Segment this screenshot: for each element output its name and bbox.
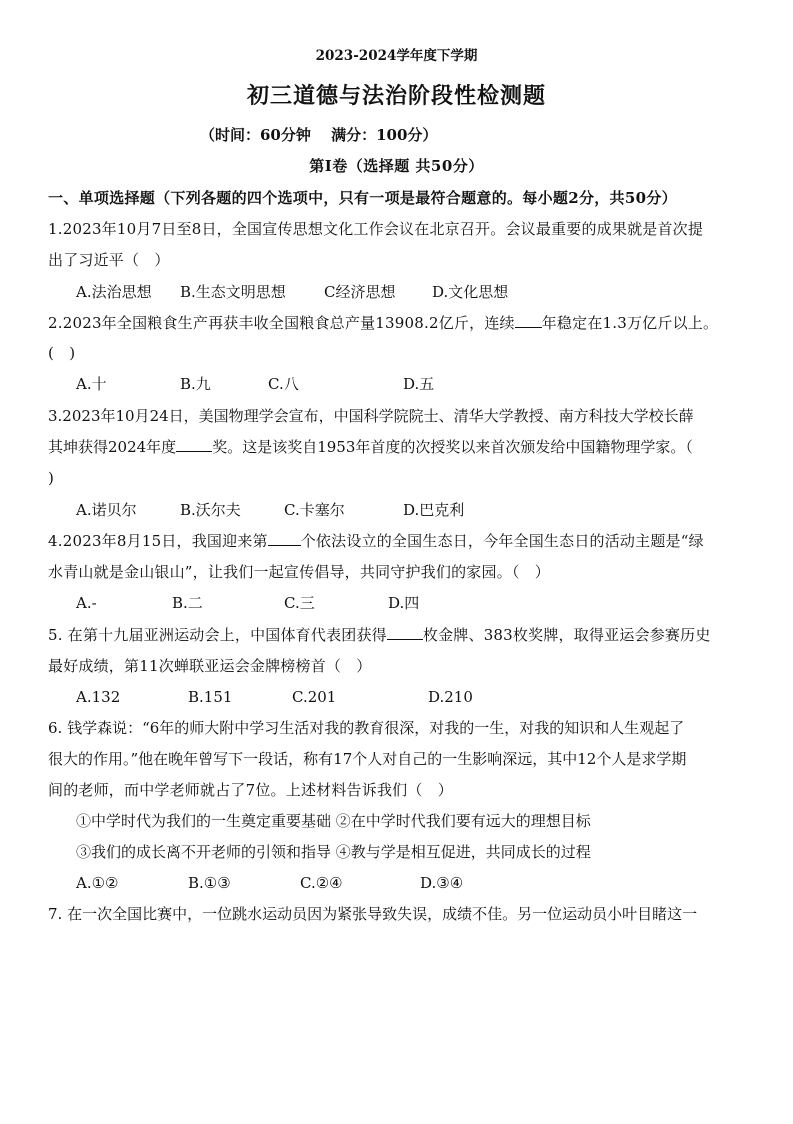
q5-text-a: 5. 在第十九届亚洲运动会上，中国体育代表团获得 bbox=[48, 626, 387, 644]
question-4-line-2: 水青山就是金山银山”，让我们一起宣传倡导，共同守护我们的家园。（ ） bbox=[48, 563, 550, 581]
q3-option-d: D.巴克利 bbox=[403, 501, 465, 519]
q1-option-d: D.文化思想 bbox=[432, 283, 509, 301]
answer-blank bbox=[387, 625, 423, 640]
q1-option-b: B.生态文明思想 bbox=[180, 283, 286, 301]
question-6-line-3: 间的老师，而中学老师就占了7位。上述材料告诉我们（ ） bbox=[48, 781, 453, 799]
question-2-line-1 bbox=[48, 313, 718, 333]
question-6-line-2: 很大的作用。”他在晚年曾写下一段话，称有17个人对自己的一生影响深远，其中12个人是求学期 bbox=[48, 750, 687, 768]
q3-text-a: 其坤获得2024年度 bbox=[48, 438, 177, 456]
question-3-line-3: ) bbox=[48, 469, 55, 487]
question-7-line-1: 7. 在一次全国比赛中，一位跳水运动员因为紧张导致失误，成绩不佳。另一位运动员小叶目睹这一 bbox=[48, 905, 698, 923]
q6-option-c: C.②④ bbox=[300, 874, 343, 892]
q2-option-b: B.九 bbox=[180, 375, 211, 393]
section-heading: 一、单项选择题（下列各题的四个选项中，只有一项是最符合题意的。每小题2分，共50分） bbox=[48, 189, 677, 207]
question-6-line-1: 6. 钱学森说：“6年的师大附中学习生活对我的教育很深，对我的一生，对我的知识和人生观起了 bbox=[48, 719, 685, 737]
question-5-line-1 bbox=[48, 625, 711, 645]
q5-text-b: 枚金牌、383枚奖牌，取得亚运会参赛历史 bbox=[422, 626, 711, 644]
q1-option-c: C经济思想 bbox=[324, 283, 396, 301]
question-2-line-2: ( ) bbox=[48, 344, 76, 362]
q6-statements-1: ①中学时代为我们的一生奠定重要基础 ②在中学时代我们要有远大的理想目标 bbox=[76, 812, 591, 830]
q4-text-b: 个依法设立的全国生态日，今年全国生态日的活动主题是“绿 bbox=[300, 532, 704, 550]
exam-meta: （时间：60分钟 满分：100分） bbox=[200, 126, 438, 144]
question-1-line-1: 1.2023年10月7日至8日，全国宣传思想文化工作会议在北京召开。会议最重要的成果就是首次提 bbox=[48, 220, 704, 238]
question-3-line-1: 3.2023年10月24日，美国物理学会宣布，中国科学院院士、清华大学教授、南方科技大学校长薛 bbox=[48, 407, 694, 425]
question-3-line-2 bbox=[48, 437, 693, 457]
volume-heading: 第Ⅰ卷（选择题 共50分） bbox=[309, 157, 484, 175]
q6-option-d: D.③④ bbox=[420, 874, 464, 892]
question-5-line-2: 最好成绩，第11次蝉联亚运会金牌榜榜首（ ） bbox=[48, 657, 372, 675]
q3-option-a: A.诺贝尔 bbox=[76, 501, 137, 519]
q6-option-b: B.①③ bbox=[188, 874, 231, 892]
page-title: 初三道德与法治阶段性检测题 bbox=[246, 83, 546, 109]
q6-option-a: A.①② bbox=[76, 874, 119, 892]
q6-statements-2: ③我们的成长离不开老师的引领和指导 ④教与学是相互促进，共同成长的过程 bbox=[76, 843, 591, 861]
q2-text-b: 年稳定在1.3万亿斤以上。 bbox=[541, 314, 719, 332]
q3-text-b: 奖。这是该奖自1953年首度的次授奖以来首次颁发给中国籍物理学家。（ bbox=[212, 438, 693, 456]
q5-option-c: C.201 bbox=[292, 688, 337, 706]
q4-option-b: B.二 bbox=[172, 594, 203, 612]
q2-option-d: D.五 bbox=[403, 375, 435, 393]
q2-option-a: A.十 bbox=[76, 375, 107, 393]
semester-label: 2023-2024学年度下学期 bbox=[315, 48, 478, 64]
q5-option-b: B.151 bbox=[188, 688, 233, 706]
q4-text-a: 4.2023年8月15日，我国迎来第 bbox=[48, 532, 268, 550]
answer-blank bbox=[515, 313, 542, 328]
q1-option-a: A.法治思想 bbox=[76, 283, 152, 301]
q3-option-b: B.沃尔夫 bbox=[180, 501, 241, 519]
answer-blank bbox=[268, 531, 301, 546]
q5-option-d: D.210 bbox=[428, 688, 473, 706]
q2-text-a: 2.2023年全国粮食生产再获丰收全国粮食总产量13908.2亿斤，连续 bbox=[48, 314, 515, 332]
q2-option-c: C.八 bbox=[268, 375, 299, 393]
q3-option-c: C.卡塞尔 bbox=[284, 501, 345, 519]
question-4-line-1 bbox=[48, 531, 704, 551]
q4-option-d: D.四 bbox=[388, 594, 420, 612]
q5-option-a: A.132 bbox=[76, 688, 121, 706]
answer-blank bbox=[176, 437, 212, 452]
question-1-line-2: 出了习近平（ ） bbox=[48, 251, 170, 269]
q4-option-a: A.- bbox=[76, 594, 97, 612]
q4-option-c: C.三 bbox=[284, 594, 315, 612]
